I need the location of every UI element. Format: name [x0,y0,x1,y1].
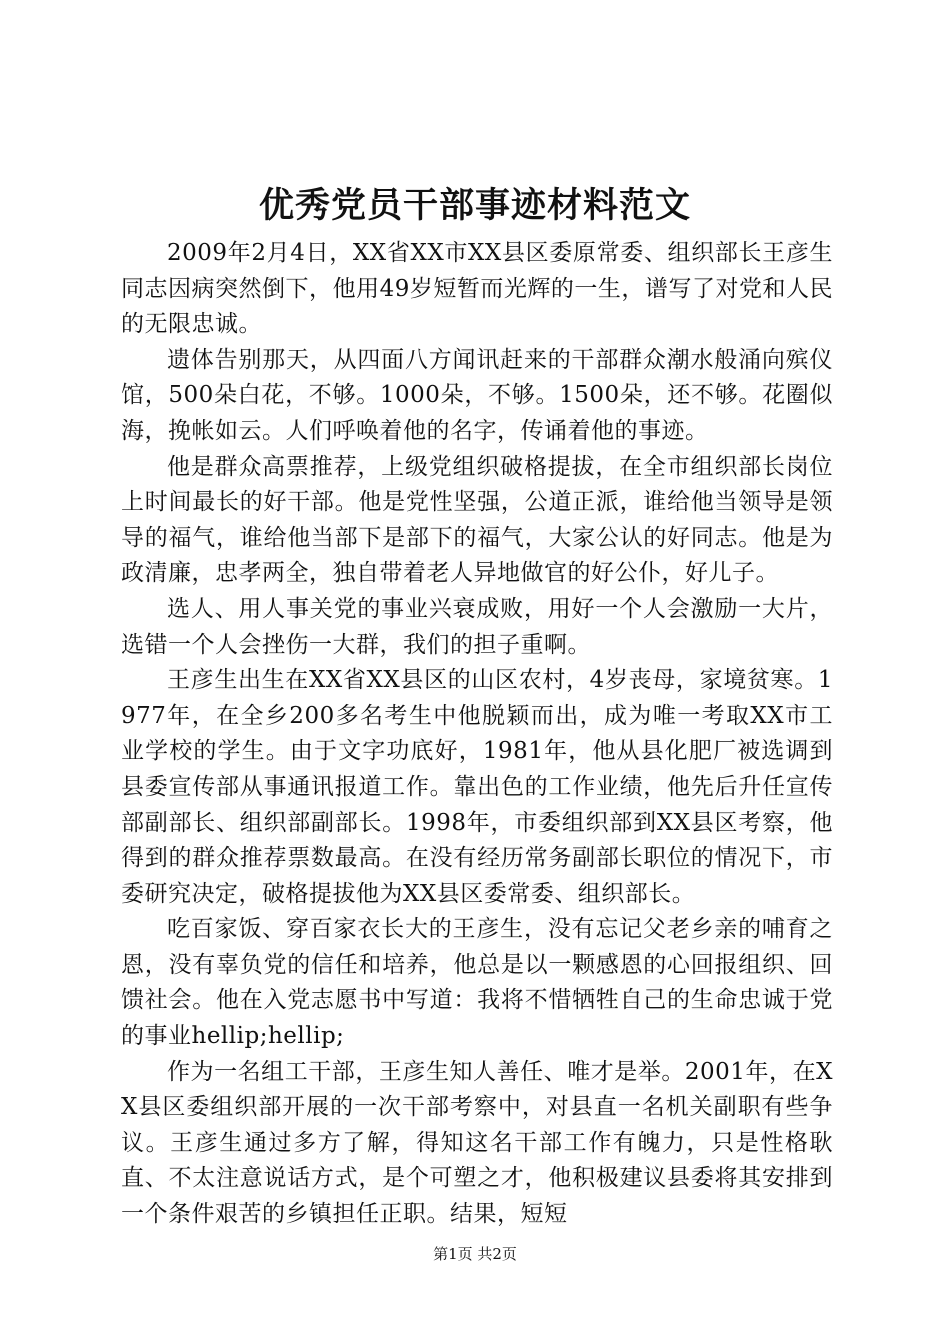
document-body [121,236,833,1233]
paragraph-2: 遗体告别那天，从四面八方闻讯赶来的干部群众潮水般涌向殡仪馆，500朵白花，不够。1000朵，不够。1500朵，还不够。花圈似海，挽帐如云。人们呼唤着他的名字，传诵着他的事迹。 [121,346,833,444]
document-title: 优秀党员干部事迹材料范文 [258,185,691,226]
paragraph-4: 选人、用人事关党的事业兴衰成败，用好一个人会激励一大片，选错一个人会挫伤一大群，我们的担子重啊。 [121,595,833,658]
paragraph-7: 作为一名组工干部，王彦生知人善任、唯才是举。2001年，在XX县区委组织部开展的一次干部考察中，对县直一名机关副职有些争议。王彦生通过多方了解，得知这名干部工作有魄力，只是性格耿直、不太注意说话方式，是个可塑之才，他积极建议县委将其安排到一个条件艰苦的乡镇担任正职。结果，短短 [121,1058,833,1228]
page-footer: 第1页 共2页 [433,1245,517,1263]
paragraph-6: 吃百家饭、穿百家衣长大的王彦生，没有忘记父老乡亲的哺育之恩，没有辜负党的信任和培养，他总是以一颗感恩的心回报组织、回馈社会。他在入党志愿书中写道：我将不惜牺牲自己的生命忠诚于党的事业hellip;hellip; [121,916,833,1050]
paragraph-1: 2009年2月4日，XX省XX市XX县区委原常委、组织部长王彦生同志因病突然倒下，他用49岁短暂而光辉的一生，谱写了对党和人民的无限忠诚。 [121,240,833,338]
paragraph-5: 王彦生出生在XX省XX县区的山区农村，4岁丧母，家境贫寒。1977年，在全乡200多名考生中他脱颖而出，成为唯一考取XX市工业学校的学生。由于文字功底好，1981年，他从县化肥厂被选调到县委宣传部从事通讯报道工作。靠出色的工作业绩，他先后升任宣传部副部长、组织部副部长。1998年，市委组织部到XX县区考察，他得到的群众推荐票数最高。在没有经历常务副部长职位的情况下，市委研究决定，破格提拔他为XX县区委常委、组织部长。 [121,667,833,907]
paragraph-3: 他是群众高票推荐，上级党组织破格提拔，在全市组织部长岗位上时间最长的好干部。他是党性坚强，公道正派，谁给他当领导是领导的福气，谁给他当部下是部下的福气，大家公认的好同志。他是为政清廉，忠孝两全，独自带着老人异地做官的好公仆，好儿子。 [121,453,833,587]
